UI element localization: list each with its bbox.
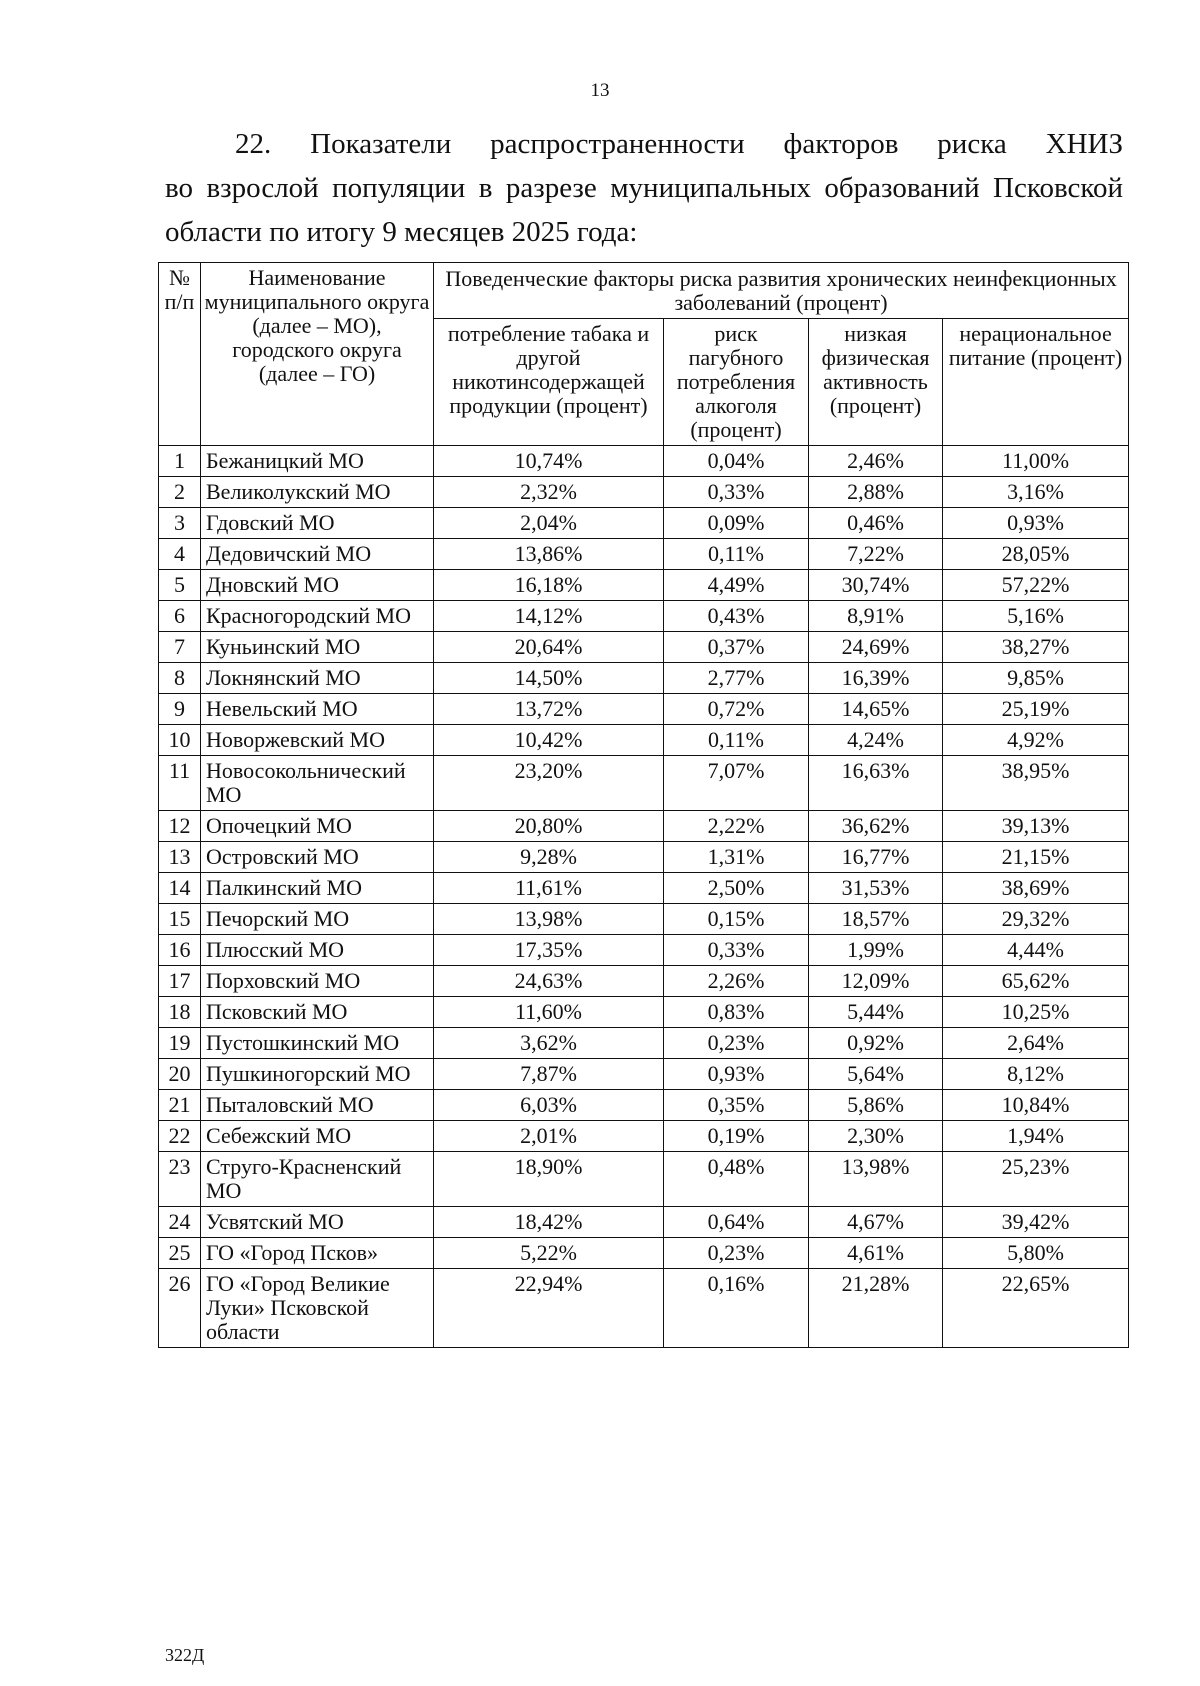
tobacco-value: 11,60% (434, 997, 664, 1028)
alcohol-value: 2,26% (664, 966, 809, 997)
alcohol-value: 0,11% (664, 725, 809, 756)
nutrition-value: 5,16% (943, 601, 1129, 632)
row-number: 6 (159, 601, 201, 632)
nutrition-value: 39,13% (943, 811, 1129, 842)
table-row (159, 632, 1129, 663)
alcohol-value: 0,64% (664, 1207, 809, 1238)
alcohol-value: 0,83% (664, 997, 809, 1028)
activity-value: 5,44% (809, 997, 943, 1028)
nutrition-value: 65,62% (943, 966, 1129, 997)
table-row (159, 1028, 1129, 1059)
municipality-name: Дновский МО (201, 570, 434, 601)
row-number: 3 (159, 508, 201, 539)
tobacco-value: 13,86% (434, 539, 664, 570)
nutrition-value: 25,19% (943, 694, 1129, 725)
nutrition-value: 38,27% (943, 632, 1129, 663)
header-alcohol: риск пагубного потребления алкоголя (процент) (664, 319, 809, 446)
row-number: 18 (159, 997, 201, 1028)
alcohol-value: 0,33% (664, 935, 809, 966)
activity-value: 8,91% (809, 601, 943, 632)
activity-value: 0,92% (809, 1028, 943, 1059)
municipality-name: Плюсский МО (201, 935, 434, 966)
activity-value: 13,98% (809, 1152, 943, 1207)
table-row (159, 446, 1129, 477)
activity-value: 16,77% (809, 842, 943, 873)
table-row (159, 601, 1129, 632)
row-number: 16 (159, 935, 201, 966)
header-activity: низкая физическая активность (процент) (809, 319, 943, 446)
alcohol-value: 0,11% (664, 539, 809, 570)
header-name: Наименование муниципального округа (далее – МО), городского округа (далее – ГО) (201, 263, 434, 446)
row-number: 17 (159, 966, 201, 997)
activity-value: 18,57% (809, 904, 943, 935)
activity-value: 21,28% (809, 1269, 943, 1348)
table-row (159, 539, 1129, 570)
activity-value: 31,53% (809, 873, 943, 904)
row-number: 8 (159, 663, 201, 694)
alcohol-value: 0,33% (664, 477, 809, 508)
alcohol-value: 7,07% (664, 756, 809, 811)
alcohol-value: 0,23% (664, 1028, 809, 1059)
tobacco-value: 6,03% (434, 1090, 664, 1121)
nutrition-value: 8,12% (943, 1059, 1129, 1090)
nutrition-value: 28,05% (943, 539, 1129, 570)
alcohol-value: 0,15% (664, 904, 809, 935)
municipality-name: ГО «Город Великие Луки» Псковской области (201, 1269, 434, 1348)
alcohol-value: 2,50% (664, 873, 809, 904)
activity-value: 5,64% (809, 1059, 943, 1090)
alcohol-value: 0,43% (664, 601, 809, 632)
page-number: 13 (590, 80, 610, 101)
row-number: 15 (159, 904, 201, 935)
activity-value: 16,39% (809, 663, 943, 694)
tobacco-value: 7,87% (434, 1059, 664, 1090)
table-row (159, 1269, 1129, 1348)
tobacco-value: 23,20% (434, 756, 664, 811)
table-row (159, 477, 1129, 508)
table-row (159, 873, 1129, 904)
row-number: 11 (159, 756, 201, 811)
risk-factors-table (158, 262, 1129, 1348)
nutrition-value: 38,69% (943, 873, 1129, 904)
alcohol-value: 0,72% (664, 694, 809, 725)
nutrition-value: 38,95% (943, 756, 1129, 811)
table-row (159, 756, 1129, 811)
activity-value: 4,61% (809, 1238, 943, 1269)
activity-value: 12,09% (809, 966, 943, 997)
row-number: 10 (159, 725, 201, 756)
nutrition-value: 5,80% (943, 1238, 1129, 1269)
municipality-name: Усвятский МО (201, 1207, 434, 1238)
tobacco-value: 22,94% (434, 1269, 664, 1348)
row-number: 5 (159, 570, 201, 601)
row-number: 24 (159, 1207, 201, 1238)
activity-value: 5,86% (809, 1090, 943, 1121)
municipality-name: Гдовский МО (201, 508, 434, 539)
nutrition-value: 2,64% (943, 1028, 1129, 1059)
row-number: 12 (159, 811, 201, 842)
tobacco-value: 18,90% (434, 1152, 664, 1207)
table-row (159, 1121, 1129, 1152)
row-number: 22 (159, 1121, 201, 1152)
tobacco-value: 18,42% (434, 1207, 664, 1238)
nutrition-value: 9,85% (943, 663, 1129, 694)
alcohol-value: 1,31% (664, 842, 809, 873)
table-row (159, 1059, 1129, 1090)
header-num: № п/п (159, 263, 201, 446)
alcohol-value: 0,09% (664, 508, 809, 539)
table-row (159, 842, 1129, 873)
tobacco-value: 13,72% (434, 694, 664, 725)
nutrition-value: 57,22% (943, 570, 1129, 601)
alcohol-value: 4,49% (664, 570, 809, 601)
activity-value: 2,88% (809, 477, 943, 508)
alcohol-value: 2,77% (664, 663, 809, 694)
activity-value: 16,63% (809, 756, 943, 811)
table-row (159, 570, 1129, 601)
alcohol-value: 0,48% (664, 1152, 809, 1207)
tobacco-value: 20,64% (434, 632, 664, 663)
alcohol-value: 2,22% (664, 811, 809, 842)
table-row (159, 1238, 1129, 1269)
tobacco-value: 2,01% (434, 1121, 664, 1152)
table-row (159, 663, 1129, 694)
municipality-name: Новосокольнический МО (201, 756, 434, 811)
table-row (159, 935, 1129, 966)
municipality-name: Островский МО (201, 842, 434, 873)
row-number: 9 (159, 694, 201, 725)
alcohol-value: 0,37% (664, 632, 809, 663)
table-row (159, 508, 1129, 539)
table-row (159, 904, 1129, 935)
municipality-name: Палкинский МО (201, 873, 434, 904)
activity-value: 0,46% (809, 508, 943, 539)
activity-value: 2,46% (809, 446, 943, 477)
activity-value: 4,67% (809, 1207, 943, 1238)
heading-line-1: 22. Показатели распространенности факторов риска ХНИЗ (235, 128, 1123, 160)
tobacco-value: 14,12% (434, 601, 664, 632)
municipality-name: Себежский МО (201, 1121, 434, 1152)
municipality-name: Пушкиногорский МО (201, 1059, 434, 1090)
nutrition-value: 25,23% (943, 1152, 1129, 1207)
municipality-name: Бежаницкий МО (201, 446, 434, 477)
nutrition-value: 11,00% (943, 446, 1129, 477)
row-number: 20 (159, 1059, 201, 1090)
tobacco-value: 24,63% (434, 966, 664, 997)
alcohol-value: 0,04% (664, 446, 809, 477)
row-number: 1 (159, 446, 201, 477)
municipality-name: Невельский МО (201, 694, 434, 725)
municipality-name: Опочецкий МО (201, 811, 434, 842)
tobacco-value: 14,50% (434, 663, 664, 694)
alcohol-value: 0,23% (664, 1238, 809, 1269)
municipality-name: Пыталовский МО (201, 1090, 434, 1121)
activity-value: 2,30% (809, 1121, 943, 1152)
table-row (159, 966, 1129, 997)
tobacco-value: 17,35% (434, 935, 664, 966)
table-row (159, 694, 1129, 725)
nutrition-value: 4,92% (943, 725, 1129, 756)
tobacco-value: 5,22% (434, 1238, 664, 1269)
activity-value: 30,74% (809, 570, 943, 601)
nutrition-value: 39,42% (943, 1207, 1129, 1238)
activity-value: 7,22% (809, 539, 943, 570)
table-row (159, 997, 1129, 1028)
nutrition-value: 4,44% (943, 935, 1129, 966)
municipality-name: Локнянский МО (201, 663, 434, 694)
municipality-name: Дедовичский МО (201, 539, 434, 570)
municipality-name: Красногородский МО (201, 601, 434, 632)
header-group: Поведенческие факторы риска развития хронических неинфекционных заболеваний (процент) (434, 263, 1129, 319)
alcohol-value: 0,93% (664, 1059, 809, 1090)
tobacco-value: 3,62% (434, 1028, 664, 1059)
nutrition-value: 0,93% (943, 508, 1129, 539)
row-number: 26 (159, 1269, 201, 1348)
heading-continuation: во взрослой популяции в разрезе муниципальных образований Псковской области по итогу 9 месяцев 2025 года: (165, 172, 1123, 248)
alcohol-value: 0,35% (664, 1090, 809, 1121)
activity-value: 24,69% (809, 632, 943, 663)
nutrition-value: 22,65% (943, 1269, 1129, 1348)
tobacco-value: 9,28% (434, 842, 664, 873)
row-number: 4 (159, 539, 201, 570)
nutrition-value: 21,15% (943, 842, 1129, 873)
table-row (159, 811, 1129, 842)
table-body (159, 446, 1129, 1348)
tobacco-value: 2,32% (434, 477, 664, 508)
municipality-name: Куньинский МО (201, 632, 434, 663)
footer-code: 322Д (165, 1645, 205, 1665)
row-number: 13 (159, 842, 201, 873)
activity-value: 1,99% (809, 935, 943, 966)
alcohol-value: 0,16% (664, 1269, 809, 1348)
municipality-name: Печорский МО (201, 904, 434, 935)
municipality-name: Новоржевский МО (201, 725, 434, 756)
header-nutrition: нерациональное питание (процент) (943, 319, 1129, 446)
activity-value: 36,62% (809, 811, 943, 842)
activity-value: 4,24% (809, 725, 943, 756)
tobacco-value: 16,18% (434, 570, 664, 601)
municipality-name: Пустошкинский МО (201, 1028, 434, 1059)
nutrition-value: 29,32% (943, 904, 1129, 935)
header-tobacco: потребление табака и другой никотинсодержащей продукции (процент) (434, 319, 664, 446)
tobacco-value: 2,04% (434, 508, 664, 539)
table-row (159, 725, 1129, 756)
nutrition-value: 3,16% (943, 477, 1129, 508)
alcohol-value: 0,19% (664, 1121, 809, 1152)
municipality-name: Порховский МО (201, 966, 434, 997)
municipality-name: Великолукский МО (201, 477, 434, 508)
row-number: 7 (159, 632, 201, 663)
tobacco-value: 10,74% (434, 446, 664, 477)
row-number: 2 (159, 477, 201, 508)
municipality-name: ГО «Город Псков» (201, 1238, 434, 1269)
row-number: 21 (159, 1090, 201, 1121)
row-number: 23 (159, 1152, 201, 1207)
municipality-name: Струго-Красненский МО (201, 1152, 434, 1207)
nutrition-value: 10,84% (943, 1090, 1129, 1121)
section-heading (165, 122, 1123, 254)
tobacco-value: 10,42% (434, 725, 664, 756)
row-number: 14 (159, 873, 201, 904)
tobacco-value: 11,61% (434, 873, 664, 904)
tobacco-value: 13,98% (434, 904, 664, 935)
table-row (159, 1207, 1129, 1238)
municipality-name: Псковский МО (201, 997, 434, 1028)
nutrition-value: 1,94% (943, 1121, 1129, 1152)
table-row (159, 1090, 1129, 1121)
activity-value: 14,65% (809, 694, 943, 725)
table-row (159, 1152, 1129, 1207)
row-number: 25 (159, 1238, 201, 1269)
row-number: 19 (159, 1028, 201, 1059)
tobacco-value: 20,80% (434, 811, 664, 842)
nutrition-value: 10,25% (943, 997, 1129, 1028)
